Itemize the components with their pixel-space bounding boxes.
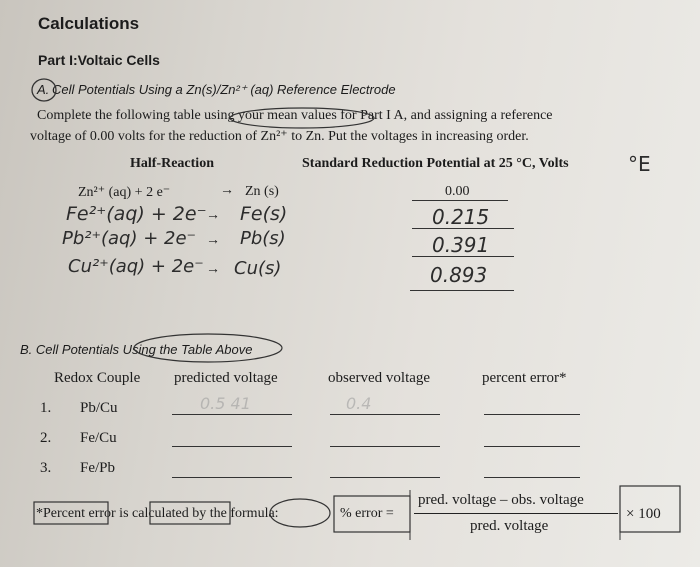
page-title: Calculations [38,14,140,33]
circle-formula-annotation [270,499,330,527]
b-row2-couple: Fe/Cu [80,430,117,446]
b-row1-predicted-blank[interactable] [172,414,292,415]
row3-reactant: Pb²⁺(aq) + 2e⁻ [62,228,197,249]
formula-numerator: pred. voltage – obs. voltage [418,492,584,508]
b-row2-num: 2. [40,430,52,446]
row2-arrow: → [206,208,220,223]
row1-product: Zn (s) [245,184,279,199]
b-row1-predicted: 0.5 41 [200,394,251,413]
formula-lhs: % error = [340,506,394,521]
col-half-reaction: Half-Reaction [130,156,214,171]
row4-blank[interactable] [410,290,514,291]
col-predicted: predicted voltage [174,370,278,386]
row2-potential: 0.215 [432,205,490,229]
b-row3-couple: Fe/Pb [80,460,116,476]
row3-product: Pb(s) [240,228,286,249]
row4-reactant: Cu²⁺(aq) + 2e⁻ [68,256,204,277]
b-row1-error-blank[interactable] [484,414,580,415]
fraction-bar [414,513,618,514]
row1-reactant: Zn²⁺ (aq) + 2 e⁻ [78,185,171,200]
b-row1-observed: 0.4 [346,394,372,413]
col-error: percent error* [482,370,567,386]
formula-multiplier: × 100 [626,506,661,522]
section-b-title: B. Cell Potentials Using the Table Above [20,342,253,357]
part-heading: Part I:Voltaic Cells [38,52,160,68]
b-row2-predicted-blank[interactable] [172,446,292,447]
row2-product: Fe(s) [240,203,288,225]
margin-note: °E [628,152,651,176]
b-row3-predicted-blank[interactable] [172,477,292,478]
b-row2-error-blank[interactable] [484,446,580,447]
row3-potential: 0.391 [432,233,490,257]
row4-potential: 0.893 [430,263,488,287]
b-row3-observed-blank[interactable] [330,477,440,478]
row1-blank[interactable] [412,200,508,201]
b-row3-error-blank[interactable] [484,477,580,478]
b-row1-num: 1. [40,400,52,416]
instructions-line-1: Complete the following table using your mean values for Part I A, and assigning a reference [37,108,553,123]
b-row2-observed-blank[interactable] [330,446,440,447]
col-potential: Standard Reduction Potential at 25 °C, Volts [302,156,569,171]
row4-arrow: → [206,262,220,277]
b-row1-couple: Pb/Cu [80,400,118,416]
row2-reactant: Fe²⁺(aq) + 2e⁻ [66,203,207,225]
b-row3-num: 3. [40,460,52,476]
formula-lead: *Percent error is calculated by the formula: [36,506,279,521]
row4-product: Cu(s) [234,258,282,279]
section-a-title: Cell Potentials Using a Zn(s)/Zn²⁺ (aq) Reference Electrode [52,82,396,97]
section-a-letter: A. [37,82,50,97]
instructions-line-2: voltage of 0.00 volts for the reduction of Zn²⁺ to Zn. Put the voltages in increasing order. [30,129,529,144]
row3-arrow: → [206,233,220,248]
col-redox: Redox Couple [54,370,141,386]
formula-denominator: pred. voltage [470,518,549,534]
col-observed: observed voltage [328,370,431,386]
row1-arrow: → [220,183,234,198]
row1-potential: 0.00 [445,184,470,199]
b-row1-observed-blank[interactable] [330,414,440,415]
